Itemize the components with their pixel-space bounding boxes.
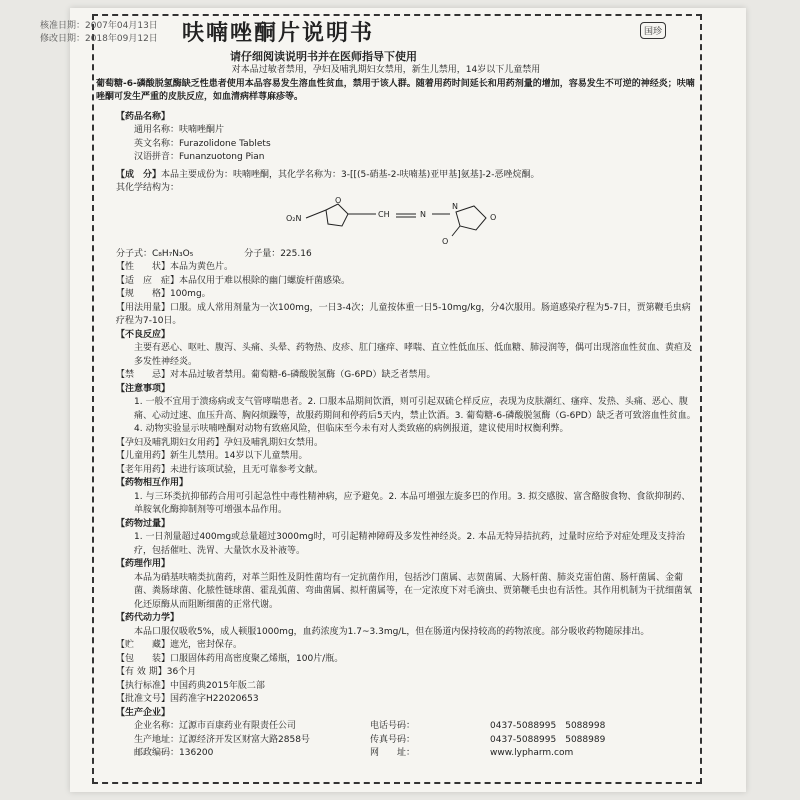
contraindication-line: 【禁 忌】对本品过敏者禁用。葡萄糖-6-磷酸脱氢酶（G-6PD）缺乏者禁用。 — [116, 370, 436, 380]
manufacturer-table — [116, 720, 696, 761]
address — [134, 734, 370, 748]
english-name: 英文名称：Furazolidone Tablets — [134, 138, 271, 149]
warning-line-1: 对本品过敏者禁用，孕妇及哺乳期妇女禁用，新生儿禁用，14岁以下儿童禁用 — [231, 65, 541, 75]
company-logo: 国珍 — [640, 22, 666, 39]
ingredients-label: 【成 分】 — [116, 169, 162, 180]
package-line: 【包 装】口服固体药用高密度聚乙烯瓶，100片/瓶。 — [116, 653, 344, 664]
molecular-formula: 分子式：C₈H₇N₃O₅ — [116, 248, 194, 259]
approval-date: 核准日期：2007年04月13日 — [40, 21, 158, 31]
document-title: 呋喃唑酮片说明书 — [182, 21, 375, 46]
dosage-text: 【用法用量】口服。成人常用剂量为一次100mg，一日3-4次；儿童按体重一日5-10mg/kg，分4次服用。肠道感染疗程为5-7日，贾第鞭毛虫病疗程为7-10日。 — [116, 302, 691, 326]
adverse-label: 【不良反应】 — [116, 329, 171, 340]
common-name: 通用名称：呋喃唑酮片 — [134, 125, 225, 135]
approval-number-line: 【批准文号】国药准字H22020653 — [116, 694, 259, 704]
postcode-label: 邮政编码： — [134, 748, 180, 758]
website-label: 网 址： — [370, 748, 416, 758]
chemical-structure — [136, 196, 696, 248]
company-name-value: 辽源市百康药业有限责任公司 — [179, 721, 297, 731]
company-name — [134, 720, 370, 734]
postcode-value: 136200 — [179, 748, 214, 758]
fax-value: 0437-5088995 5088989 — [490, 734, 606, 745]
manufacturer-row-1 — [134, 720, 696, 734]
phone-value: 0437-5088995 5088998 — [490, 721, 606, 731]
revision-date: 修改日期：2018年09月12日 — [40, 34, 158, 44]
phone-label: 电话号码： — [370, 721, 416, 731]
appearance-line: 【性 状】本品为黄色片。 — [116, 262, 234, 272]
pregnancy-line: 【孕妇及哺乳期妇女用药】孕妇及哺乳期妇女禁用。 — [116, 437, 324, 448]
pharmacokinetics-text: 本品口服仅吸收5%，成人顿服1000mg，血药浓度为1.7~3.3mg/L，但在肠道内保持较高的药物浓度。部分吸收药物随尿排出。 — [134, 626, 650, 637]
postcode — [134, 747, 370, 761]
ingredients-body: 本品主要成份为：呋喃唑酮，其化学名称为：3-[[(5-硝基-2-呋喃基)亚甲基]氨基]-2-恶唑烷酮。 — [161, 169, 540, 180]
leaflet-body — [96, 64, 696, 761]
svg-text:O: O — [335, 195, 342, 205]
children-line: 【儿童用药】新生儿禁用。14岁以下儿童禁用。 — [116, 451, 308, 461]
manufacturer-row-3 — [134, 747, 696, 761]
overdose-text: 1. 一日剂量超过400mg或总量超过3000mg时，可引起精神障碍及多发性神经炎。2. 本品无特异拮抗药，过量时应给予对症处理及支持治疗，包括催吐、洗胃、大量饮水及补液等。 — [134, 532, 685, 556]
precautions-label: 【注意事项】 — [116, 383, 171, 394]
pharmacokinetics-label: 【药代动力学】 — [116, 613, 180, 623]
drug-name-label: 【药品名称】 — [116, 111, 171, 122]
validity-line: 【有 效 期】36个月 — [116, 667, 197, 677]
manufacturer-row-2 — [134, 734, 696, 748]
structure-diagram — [256, 196, 556, 248]
structure-label: 其化学结构为： — [116, 183, 180, 193]
website-value: www.lypharm.com — [490, 748, 574, 758]
adverse-text: 主要有恶心、呕吐、腹泻、头痛、头晕、药物热、皮疹、肛门瘙痒、哮喘、直立性低血压、低血糖、肺浸润等，偶可出现溶血性贫血、黄疸及多发性神经炎。 — [134, 343, 693, 367]
warning-line-2: 葡萄糖-6-磷酸脱氢酶缺乏性患者使用本品容易发生溶血性贫血，禁用于该人群。随着用药时间延长和用药剂量的增加，容易发生不可逆的神经炎；呋喃唑酮可发生严重的皮肤反应，如血清病样荨麻疹等。 — [96, 78, 695, 102]
specification-line: 【规 格】100mg。 — [116, 289, 211, 299]
manufacturer-label: 【生产企业】 — [116, 707, 171, 718]
svg-text:N: N — [452, 201, 458, 211]
precautions-text: 1. 一般不宜用于溃疡病或支气管哮喘患者。2. 口服本品期间饮酒，则可引起双硫仑样反应，表现为皮肤潮红、瘙痒、发热、头痛、恶心、腹痛、心动过速、血压升高、胸闷烦躁等，故服药期间和停药后5天内，禁止饮酒。3. 葡萄糖-6-磷酸脱氢酶（G-6PD）缺乏者可致溶血性贫血。4. 动物实验显示呋喃唑酮对动物有致癌风险，但临床至今未有对人类致癌的病例报道，建议使用时权衡利弊。 — [134, 397, 696, 434]
elderly-line: 【老年用药】未进行该项试验，且无可靠参考文献。 — [116, 464, 324, 475]
storage-line: 【贮 藏】遮光，密封保存。 — [116, 640, 243, 650]
pharmacology-text: 本品为硝基呋喃类抗菌药，对革兰阳性及阴性菌均有一定抗菌作用，包括沙门菌属、志贺菌属、大肠杆菌、肺炎克雷伯菌、肠杆菌属、金葡菌、粪肠球菌、化脓性链球菌、霍乱弧菌、弯曲菌属、拟杆菌属等，在一定浓度下对毛滴虫、贾第鞭毛虫也有活性。其作用机制为干扰细菌氧化还原酶从而阻断细菌的正常代谢。 — [134, 572, 693, 610]
pharmacology-label: 【药理作用】 — [116, 559, 171, 569]
address-value: 辽源经济开发区财富大路2858号 — [179, 734, 310, 745]
pinyin-name: 汉语拼音：Funanzuotong Pian — [134, 152, 265, 162]
standard-line: 【执行标准】中国药典2015年版二部 — [116, 680, 265, 691]
interaction-label: 【药物相互作用】 — [116, 478, 189, 488]
svg-text:O: O — [490, 212, 497, 222]
formula-line — [116, 248, 696, 262]
svg-text:O₂N: O₂N — [286, 213, 302, 223]
overdose-label: 【药物过量】 — [116, 518, 171, 529]
dates-block — [40, 20, 158, 46]
company-name-label: 企业名称： — [134, 721, 180, 731]
svg-text:O: O — [442, 236, 449, 246]
address-label: 生产地址： — [134, 734, 180, 745]
indication-line: 【适 应 症】本品仅用于难以根除的幽门螺旋杆菌感染。 — [116, 275, 351, 286]
ingredients-text — [116, 169, 696, 183]
fax-label: 传真号码： — [370, 734, 416, 745]
svg-text:N: N — [420, 209, 426, 219]
svg-text:CH: CH — [378, 209, 390, 219]
instruction-line: 请仔细阅读说明书并在医师指导下使用 — [230, 50, 417, 63]
interaction-text: 1. 与三环类抗抑郁药合用可引起急性中毒性精神病，应予避免。2. 本品可增强左旋多巴的作用。3. 拟交感胺、富含酪胺食物、食欲抑制药、单胺氧化酶抑制剂等可增强本品作用。 — [134, 491, 691, 515]
molecular-weight: 分子量：225.16 — [244, 248, 312, 259]
